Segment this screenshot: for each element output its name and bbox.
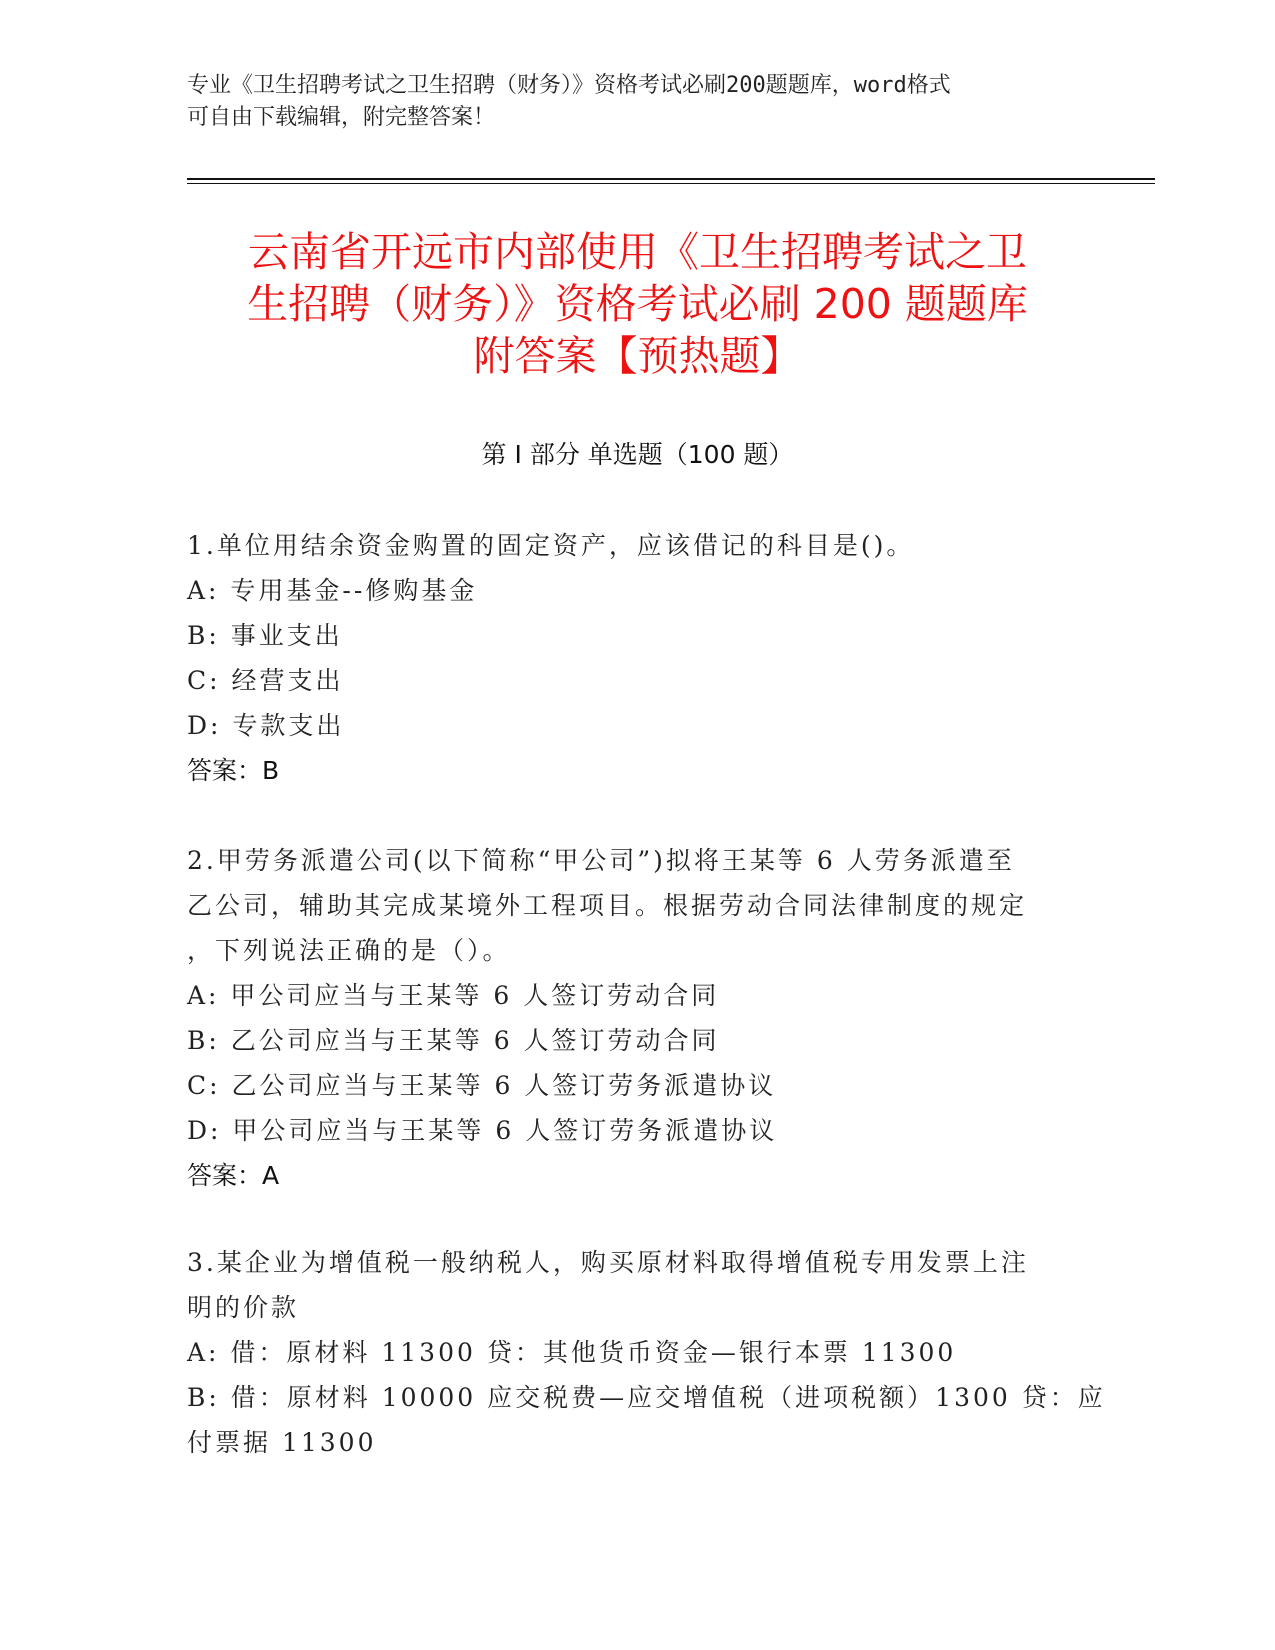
document-title [190, 226, 1085, 382]
question-2-stem-line-1: 2.甲劳务派遣公司(以下简称“甲公司”)拟将王某等 6 人劳务派遣至 [187, 846, 1015, 875]
question-3 [187, 1240, 1106, 1465]
question-1-answer: 答案：B [187, 756, 280, 785]
header-note-line-1: 专业《卫生招聘考试之卫生招聘（财务）》资格考试必刷200题题库，word格式 [187, 73, 951, 98]
question-2 [187, 838, 1087, 1198]
question-2-option-a: A: 甲公司应当与王某等 6 人签订劳动合同 [187, 981, 720, 1010]
header-note [187, 70, 1067, 134]
section-heading: 第 I 部分 单选题（100 题） [481, 440, 794, 469]
header-note-line-2: 可自由下载编辑，附完整答案！ [187, 105, 496, 130]
question-2-stem-line-3: ，下列说法正确的是（）。 [187, 936, 511, 965]
question-1-option-d: D: 专款支出 [187, 711, 345, 740]
question-1-option-c: C: 经营支出 [187, 666, 344, 695]
question-3-option-b-continued: 付票据 11300 [187, 1428, 377, 1457]
document-title-line-1: 云南省开远市内部使用《卫生招聘考试之卫 [248, 228, 1027, 276]
question-1-option-b: B: 事业支出 [187, 621, 343, 650]
header-divider-thick [187, 178, 1155, 180]
question-2-option-d: D: 甲公司应当与王某等 6 人签订劳务派遣协议 [187, 1116, 778, 1145]
question-2-option-b: B: 乙公司应当与王某等 6 人签订劳动合同 [187, 1026, 720, 1055]
question-1-stem: 1.单位用结余资金购置的固定资产，应该借记的科目是()。 [187, 531, 915, 560]
question-1-option-a: A: 专用基金--修购基金 [187, 576, 478, 605]
question-3-stem-line-1: 3.某企业为增值税一般纳税人，购买原材料取得增值税专用发票上注 [187, 1248, 1029, 1277]
question-3-option-a: A: 借：原材料 11300 贷：其他货币资金—银行本票 11300 [187, 1338, 957, 1367]
question-2-stem-line-2: 乙公司，辅助其完成某境外工程项目。根据劳动合同法律制度的规定 [187, 891, 1028, 920]
question-1 [187, 523, 1087, 793]
question-2-answer: 答案：A [187, 1161, 280, 1190]
question-2-option-c: C: 乙公司应当与王某等 6 人签订劳务派遣协议 [187, 1071, 777, 1100]
question-3-option-b: B: 借：原材料 10000 应交税费—应交增值税（进项税额）1300 贷：应 [187, 1383, 1106, 1412]
document-title-line-3: 附答案【预热题】 [473, 332, 802, 380]
document-title-line-2: 生招聘（财务）》资格考试必刷 200 题题库 [247, 280, 1028, 328]
header-divider-thin [187, 183, 1155, 184]
question-3-stem-line-2: 明的价款 [187, 1293, 300, 1322]
